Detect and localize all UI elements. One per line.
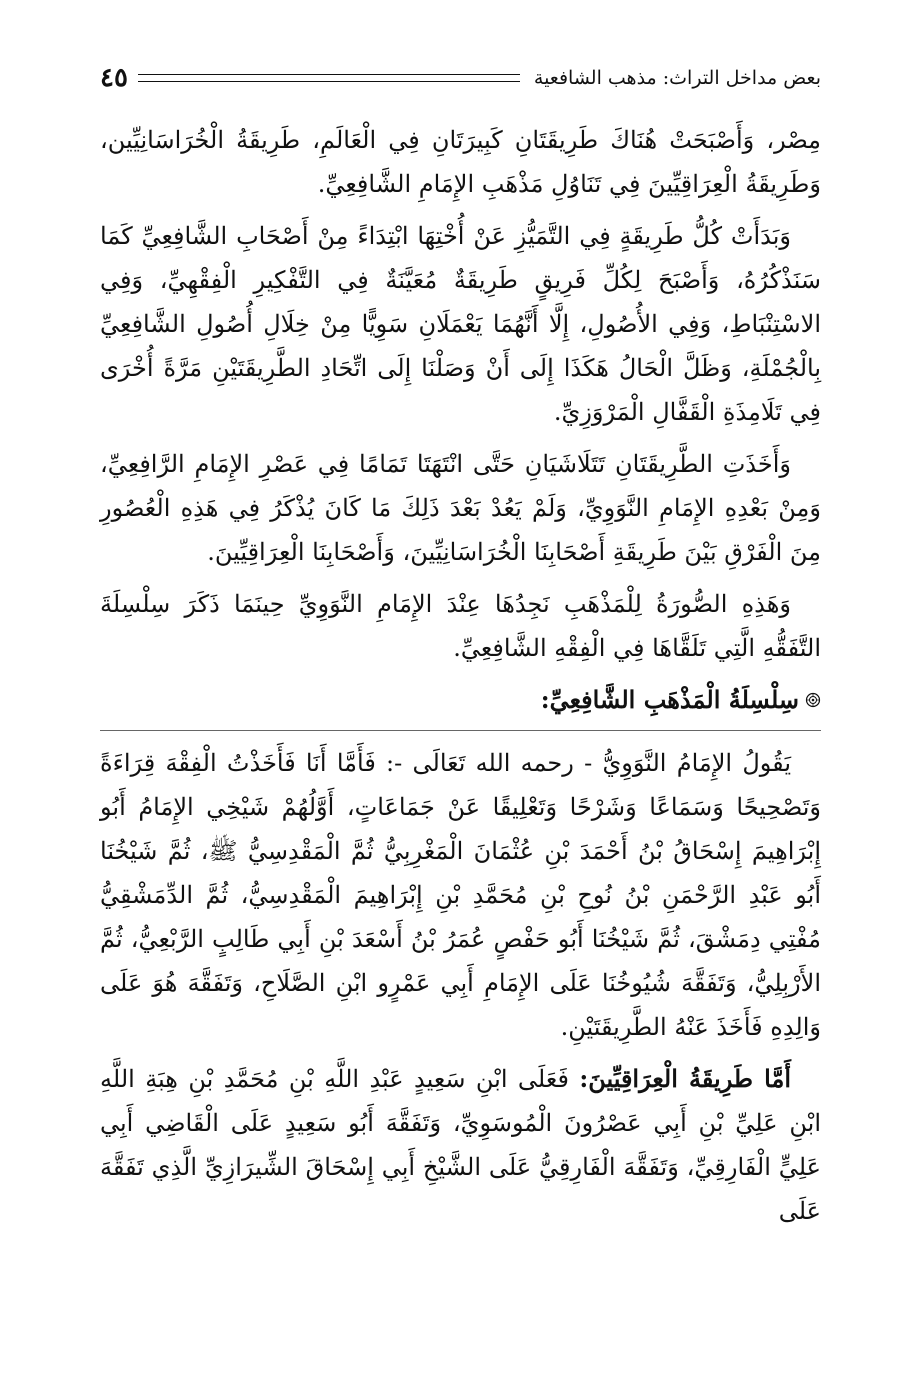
paragraph-5: يَقُولُ الإِمَامُ النَّوَوِيُّ - رحمه الله تَعَالَى -: فَأَمَّا أَنَا فَأَخَذْتُ الْفِقْهَ قِرَاءَةً وَتَصْحِيحًا وَسَمَاعًا وَشَرْحًا وَتَعْلِيقًا عَنْ جَمَاعَاتٍ، أَوَّلُهُمْ شَيْخِي الإِمَامُ أَبُو إِبْرَاهِيمَ إِسْحَاقُ بْنُ أَحْمَدَ بْنِ عُثْمَانَ الْمَغْرِبِيُّ ثُمَّ الْمَقْدِسِيُّ ﷺ، ثُمَّ شَيْخُنَا أَبُو عَبْدِ الرَّحْمَنِ بْنُ نُوحِ بْنِ مُحَمَّدِ بْنِ إِبْرَاهِيمَ الْمَقْدِسِيُّ، ثُمَّ الدِّمَشْقِيُّ مُفْتِي دِمَشْقَ، ثُمَّ شَيْخُنَا أَبُو حَفْصٍ عُمَرُ بْنُ أَسْعَدَ بْنِ أَبِي طَالِبٍ الرَّبْعِيُّ، ثُمَّ الأَرْبِلِيُّ، وَتَفَقَّهَ شُيُوخُنَا عَلَى الإِمَامِ أَبِي عَمْرٍو ابْنِ الصَّلَاحِ، وَتَفَقَّهَ هُوَ عَلَى وَالِدِهِ فَأَخَذَ عَنْهُ الطَّرِيقَتَيْنِ. [100,749,821,1041]
paragraph-3: وَأَخَذَتِ الطَّرِيقَتَانِ تَتَلَاشَيَانِ حَتَّى انْتَهَتَا تَمَامًا فِي عَصْرِ الإِمَامِ الرَّافِعِيِّ، وَمِنْ بَعْدِهِ الإِمَامِ النَّوَوِيِّ، وَلَمْ يَعُدْ بَعْدَ ذَلِكَ مَا كَانَ يُذْكَرُ فِي هَذِهِ الْعُصُورِ مِنَ الْفَرْقِ بَيْنَ طَرِيقَةِ أَصْحَابِنَا الْخُرَاسَانِيِّينَ، وَأَصْحَابِنَا الْعِرَاقِيِّينَ. [100,450,821,566]
paragraph-1: مِصْر، وَأَصْبَحَتْ هُنَاكَ طَرِيقَتَانِ كَبِيرَتَانِ فِي الْعَالَمِ، طَرِيقَةُ الْخُرَاسَانِيِّين، وَطَرِيقَةُ الْعِرَاقِيِّينَ فِي تَنَاوُلِ مَذْهَبِ الإِمَامِ الشَّافِعِيِّ. [100,126,821,198]
section-heading [100,678,821,722]
header-title: بعض مداخل التراث: مذهب الشافعية [533,67,821,89]
page-number: ٤٥ [100,63,128,93]
paragraph-6-lead: أَمَّا طَرِيقَةُ الْعِرَاقِيِّينَ: [579,1064,791,1093]
ornament-rosette-icon [805,692,821,708]
paragraph-2: وَبَدَأَتْ كُلُّ طَرِيقَةٍ فِي التَّمَيُّزِ عَنْ أُخْتِهَا ابْتِدَاءً مِنْ أَصْحَابِ الشَّافِعِيِّ كَمَا سَنَذْكُرُهُ، وَأَصْبَحَ لِكُلِّ فَرِيقٍ طَرِيقَةٌ مُعَيَّنَةٌ فِي التَّفْكِيرِ الْفِقْهِيِّ، وَفِي الاسْتِنْبَاطِ، وَفِي الأُصُولِ، إِلَّا أَنَّهُمَا يَعْمَلَانِ سَوِيًّا مِنْ خِلَالِ أُصُولِ الشَّافِعِيِّ بِالْجُمْلَةِ، وَظَلَّ الْحَالُ هَكَذَا إِلَى أَنْ وَصَلْنَا إِلَى اتِّحَادِ الطَّرِيقَتَيْنِ مَرَّةً أُخْرَى فِي تَلَامِذَةِ الْقَفَّالِ الْمَرْوَزِيِّ. [100,222,822,426]
paragraph-6 [100,1057,821,1233]
running-header [100,58,821,98]
header-double-rule [138,74,520,82]
paragraph-6-text: فَعَلَى ابْنِ سَعِيدٍ عَبْدِ اللَّهِ بْنِ مُحَمَّدِ بْنِ هِبَةِ اللَّهِ ابْنِ عَلِيِّ بْنِ أَبِي عَصْرُونَ الْمُوسَوِيِّ، وَتَفَقَّهَ أَبُو سَعِيدٍ عَلَى الْقَاضِي أَبِي عَلِيٍّ الْفَارِقِيِّ، وَتَفَقَّهَ الْفَارِقِيُّ عَلَى الشَّيْخِ أَبِي إِسْحَاقَ الشِّيرَازِيِّ الَّذِي تَفَقَّهَ عَلَى [100,1065,821,1225]
section-heading-text: سِلْسِلَةُ الْمَذْهَبِ الشَّافِعِيِّ: [540,685,799,714]
text-body [100,118,821,1241]
paragraph-4: وَهَذِهِ الصُّورَةُ لِلْمَذْهَبِ نَجِدُهَا عِنْدَ الإِمَامِ النَّوَوِيِّ حِينَمَا ذَكَرَ سِلْسِلَةَ التَّفَقُّهِ الَّتِي تَلَقَّاهَا فِي الْفِقْهِ الشَّافِعِيِّ. [100,590,821,662]
section-divider [100,730,821,731]
